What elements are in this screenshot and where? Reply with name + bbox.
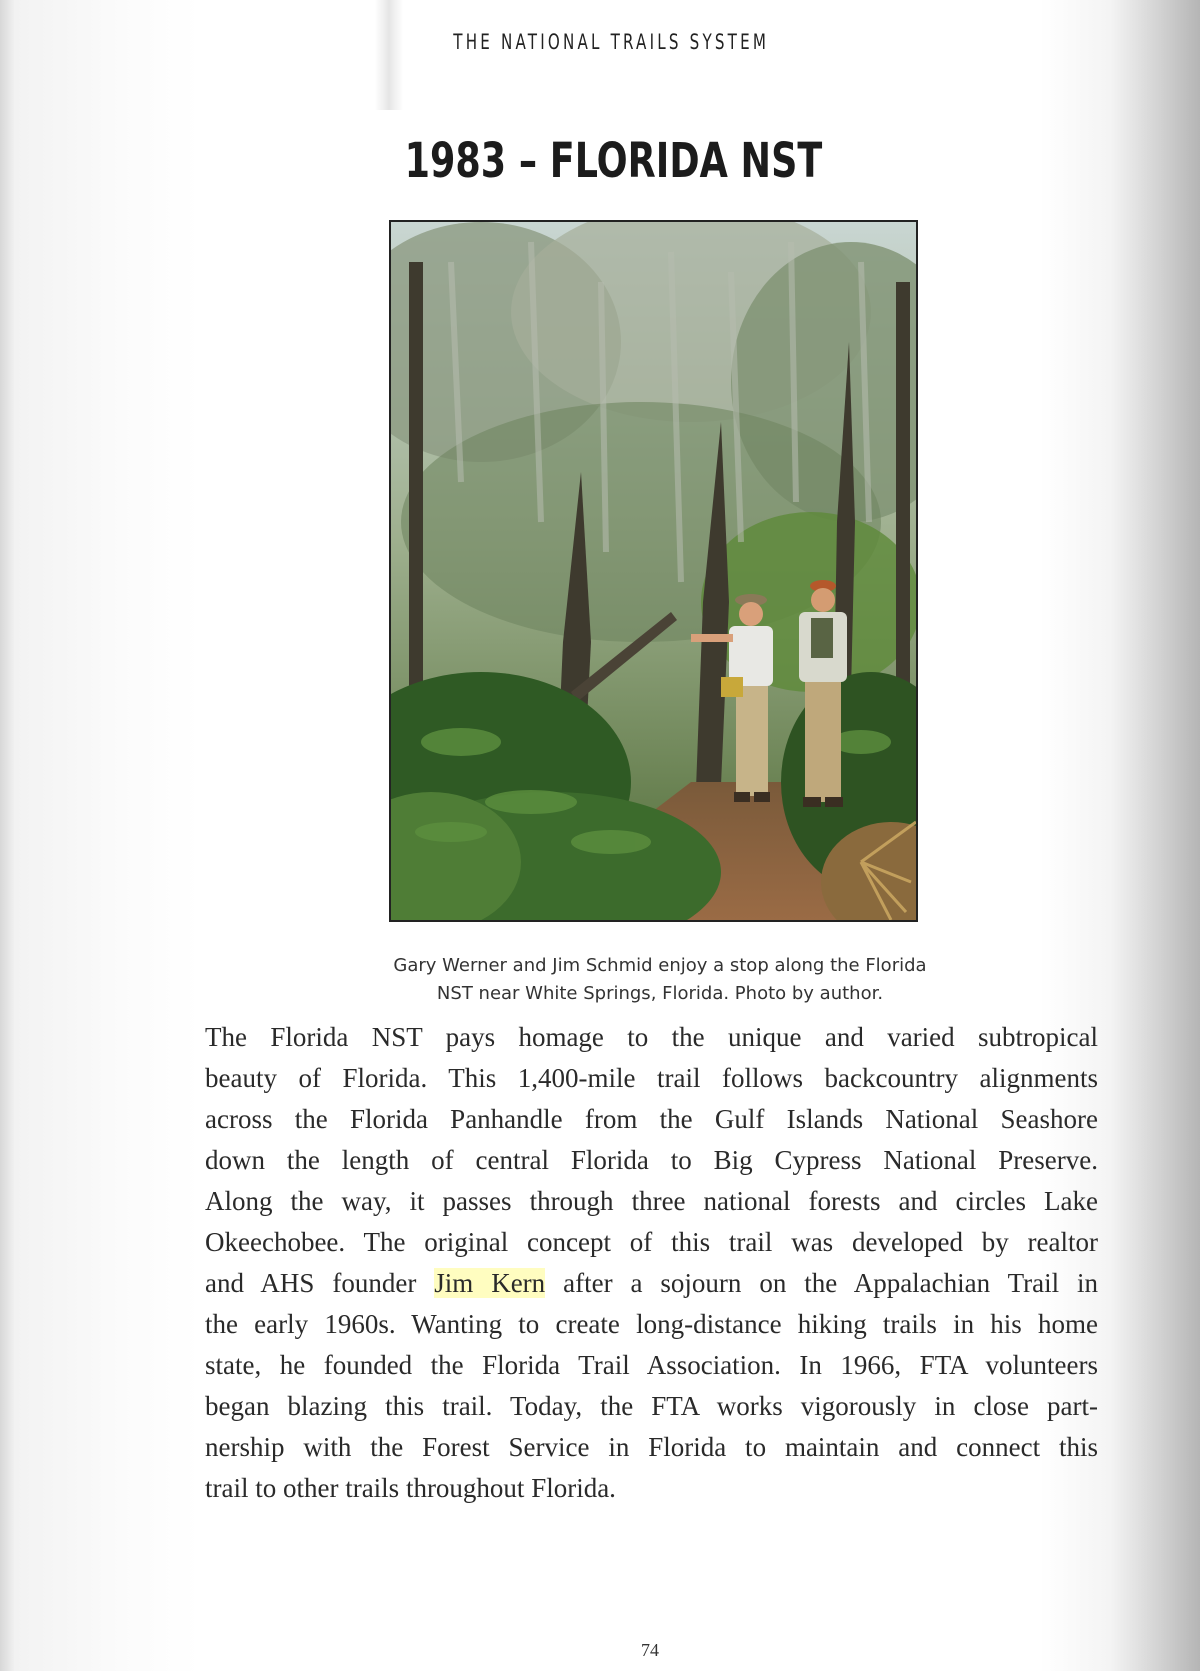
caption-line: Gary Werner and Jim Schmid enjoy a stop along the Florida [393, 955, 927, 976]
body-line: Along the way, it passes through three national forests and circles Lake [205, 1186, 1098, 1216]
body-line: trail to other trails throughout Florida. [205, 1473, 616, 1503]
body-line: the early 1960s. Wanting to create long-distance hiking trails in his home [205, 1309, 1098, 1339]
body-text-segment: and AHS founder [205, 1268, 417, 1298]
highlighted-name: Jim Kern [434, 1268, 546, 1298]
body-line: nership with the Forest Service in Florida to maintain and connect this [205, 1432, 1098, 1462]
body-line: began blazing this trail. Today, the FTA works vigorously in close part- [205, 1391, 1098, 1421]
body-text-segment: after a sojourn on the Appalachian Trail in [563, 1268, 1099, 1298]
body-line [205, 1263, 1098, 1304]
trail-photo [389, 220, 918, 922]
page-number: 74 [641, 1640, 659, 1660]
body-line: state, he founded the Florida Trail Association. In 1966, FTA volunteers [205, 1350, 1098, 1380]
body-line: across the Florida Panhandle from the Gulf Islands National Seashore [205, 1104, 1098, 1134]
body-line: The Florida NST pays homage to the unique and varied subtropical [205, 1022, 1098, 1052]
chapter-title: 1983 – FLORIDA NST [404, 133, 823, 189]
body-line: down the length of central Florida to Big Cypress National Preserve. [205, 1145, 1098, 1175]
caption-line: NST near White Springs, Florida. Photo by author. [436, 983, 884, 1004]
body-paragraph [205, 1017, 1098, 1509]
page-fold-shadow [375, 0, 403, 110]
body-line: Okeechobee. The original concept of this trail was developed by realtor [205, 1227, 1098, 1257]
body-line: beauty of Florida. This 1,400-mile trail follows backcountry alignments [205, 1063, 1098, 1093]
running-head: THE NATIONAL TRAILS SYSTEM [453, 30, 770, 54]
photo-caption [330, 952, 990, 1008]
page-left-edge [0, 0, 14, 1671]
